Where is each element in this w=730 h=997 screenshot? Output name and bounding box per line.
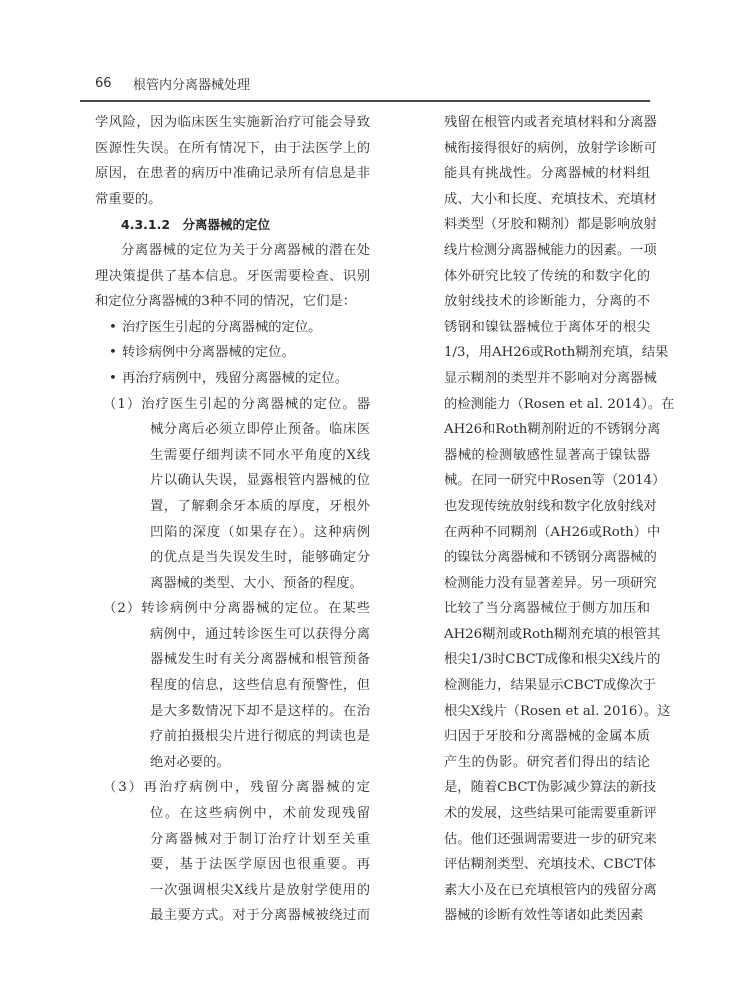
text-line: 医源性失误。在所有情况下，由于法医学上的 xyxy=(95,140,370,156)
bullet-marker: • xyxy=(109,370,117,386)
text-line: AH26和Roth糊剂附近的不锈钢分离 xyxy=(444,422,661,438)
bullet-item xyxy=(95,340,370,366)
text-line: 是大多数情况下却不是这样的。在治 xyxy=(150,703,370,719)
bullet-marker: • xyxy=(109,345,117,361)
text-line: 程度的信息，这些信息有预警性，但 xyxy=(150,678,370,694)
text-line: 线片检测分离器械能力的因素。一项 xyxy=(444,242,657,258)
text-line: 评估糊剂类型、充填技术、CBCT体 xyxy=(444,857,657,873)
text-line: （3）再治疗病例中，残留分离器械的定 xyxy=(103,780,370,796)
text-line: 绝对必要的。 xyxy=(150,754,230,770)
text-line: 凹陷的深度（如果存在）。这种病例 xyxy=(150,524,370,540)
section-heading: 4.3.1.2 分离器械的定位 xyxy=(121,217,271,233)
text-line: 械。在同一研究中Rosen等（2014） xyxy=(444,473,666,489)
running-title: 根管内分离器械处理 xyxy=(133,77,251,93)
bullet-item xyxy=(95,366,370,392)
text-line: 最主要方式。对于分离器械被绕过而 xyxy=(150,908,370,924)
text-line: 械分离后必须立即停止预备。临床医 xyxy=(150,422,370,438)
text-line: 分离器械的定位为关于分离器械的潜在处 xyxy=(121,242,370,258)
text-line: 片以确认失误，显露根管内器械的位 xyxy=(150,473,370,489)
text-line: 分离器械对于制订治疗计划至关重 xyxy=(150,831,370,847)
bullet-text: 转诊病例中分离器械的定位。 xyxy=(122,345,295,361)
text-line: 器械发生时有关分离器械和根管预备 xyxy=(150,652,370,668)
text-line: 和定位分离器械的3种不同的情况，它们是： xyxy=(95,294,357,310)
bullet-marker: • xyxy=(109,319,117,335)
text-line: 置，了解剩余牙本质的厚度，牙根外 xyxy=(150,498,370,514)
text-line: 器械的检测敏感性显著高于镍钛器 xyxy=(444,447,650,463)
text-line: 体外研究比较了传统的和数字化的 xyxy=(444,268,650,284)
text-line: 常重要的。 xyxy=(95,191,162,207)
text-line: 能具有挑战性。分离器械的材料组 xyxy=(444,166,650,182)
text-line: 一次强调根尖X线片是放射学使用的 xyxy=(150,882,370,898)
left-column xyxy=(95,110,370,929)
text-line: 器械的诊断有效性等诸如此类因素 xyxy=(444,908,644,924)
bullet-text: 再治疗病例中，残留分离器械的定位。 xyxy=(122,370,349,386)
page-number: 66 xyxy=(95,75,112,91)
text-line: 病例中，通过转诊医生可以获得分离 xyxy=(150,626,370,642)
text-line: 料类型（牙胶和糊剂）都是影响放射 xyxy=(444,217,657,233)
text-line: （2）转诊病例中分离器械的定位。在某些 xyxy=(103,601,370,617)
text-line: 检测能力，结果显示CBCT成像次于 xyxy=(444,678,657,694)
text-line: 原因，在患者的病历中准确记录所有信息是非 xyxy=(95,166,370,182)
text-line: 是，随着CBCT伪影减少算法的新技 xyxy=(444,780,657,796)
text-line: 产生的伪影。研究者们得出的结论 xyxy=(444,754,650,770)
right-column xyxy=(444,110,675,929)
text-line: 锈钢和镍钛器械位于离体牙的根尖 xyxy=(444,319,650,335)
text-line: 估。他们还强调需要进一步的研究来 xyxy=(444,831,657,847)
text-line: 理决策提供了基本信息。牙医需要检查、识别 xyxy=(95,268,370,284)
text-line: 的镍钛分离器械和不锈钢分离器械的 xyxy=(444,550,657,566)
text-line: 1/3，用AH26或Roth糊剂充填，结果 xyxy=(444,345,669,361)
text-line: 离器械的类型、大小、预备的程度。 xyxy=(150,575,363,591)
text-line: 归因于牙胶和分离器械的金属本质 xyxy=(444,729,650,745)
bullet-text: 治疗医生引起的分离器械的定位。 xyxy=(122,319,322,335)
text-line: 也发现传统放射线和数字化放射线对 xyxy=(444,498,657,514)
text-line: 残留在根管内或者充填材料和分离器 xyxy=(444,115,657,130)
text-line: 素大小及在已充填根管内的残留分离 xyxy=(444,882,657,898)
text-line: 根尖1/3时CBCT成像和根尖X线片的 xyxy=(444,652,661,668)
text-line: 根尖X线片（Rosen et al. 2016）。这 xyxy=(444,703,671,719)
text-line: 要，基于法医学原因也很重要。再 xyxy=(150,857,370,873)
text-line: 械衔接得很好的病例，放射学诊断可 xyxy=(444,140,657,156)
text-line: 疗前拍摄根尖片进行彻底的判读也是 xyxy=(150,729,370,745)
text-line: 生需要仔细判读不同水平角度的X线 xyxy=(150,447,370,463)
text-line: 的优点是当失误发生时，能够确定分 xyxy=(150,550,370,566)
bullet-item xyxy=(95,315,370,341)
text-line: 放射线技术的诊断能力，分离的不 xyxy=(444,294,650,310)
text-line: （1）治疗医生引起的分离器械的定位。器 xyxy=(103,396,370,412)
text-line: 比较了当分离器械位于侧方加压和 xyxy=(444,601,650,617)
text-line: 的检测能力（Rosen et al. 2014）。在 xyxy=(444,396,675,412)
text-line: 成、大小和长度、充填技术、充填材 xyxy=(444,191,657,207)
text-line: 术的发展，这些结果可能需要重新评 xyxy=(444,806,657,822)
text-line: AH26糊剂或Roth糊剂充填的根管其 xyxy=(444,626,661,642)
text-line: 位。在这些病例中，术前发现残留 xyxy=(150,806,370,822)
text-line: 检测能力没有显著差异。另一项研究 xyxy=(444,575,657,591)
text-line: 在两种不同糊剂（AH26或Roth）中 xyxy=(444,524,661,540)
header-rule xyxy=(80,100,650,102)
text-line: 学风险，因为临床医生实施新治疗可能会导致 xyxy=(95,115,370,130)
running-header xyxy=(95,72,650,94)
text-line: 显示糊剂的类型并不影响对分离器械 xyxy=(444,370,657,386)
